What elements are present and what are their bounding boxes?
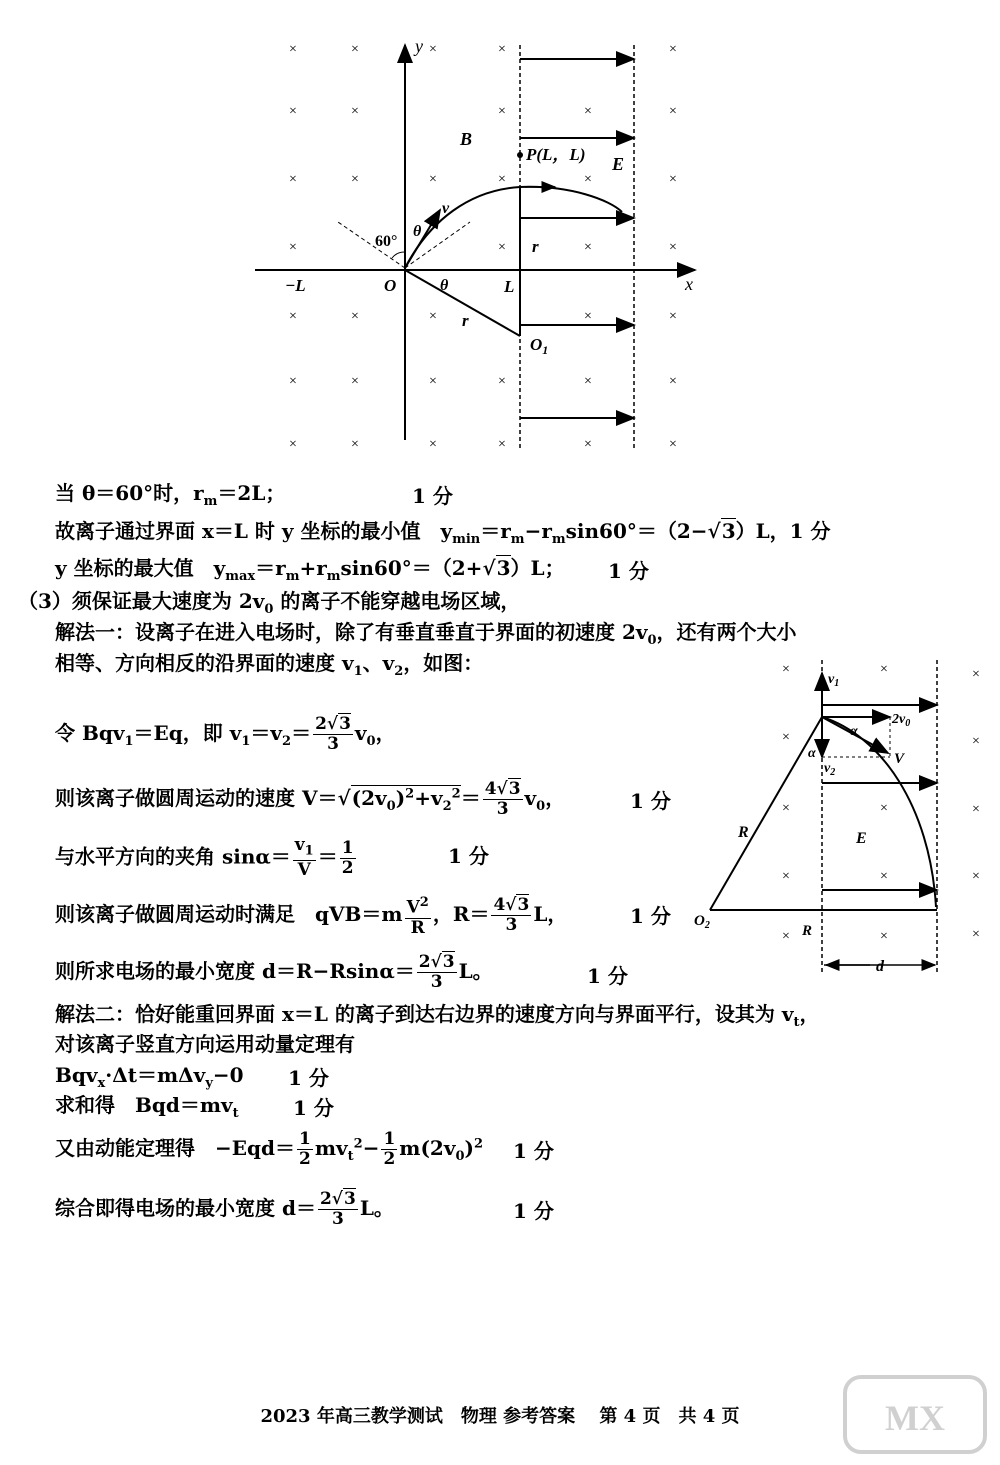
svg-text:×: × <box>351 309 359 324</box>
score: 1 分 <box>288 1066 329 1090</box>
svg-text:×: × <box>669 374 677 389</box>
svg-text:×: × <box>351 42 359 57</box>
svg-text:×: × <box>669 437 677 452</box>
svg-text:×: × <box>498 42 506 57</box>
svg-text:R: R <box>738 824 749 841</box>
svg-text:×: × <box>429 437 437 452</box>
p-label: P(L，L) <box>526 145 586 164</box>
trajectory-arc <box>405 187 622 268</box>
svg-text:×: × <box>880 929 888 944</box>
theta2-label: θ <box>440 277 449 294</box>
svg-text:v1: $v_1$ <box>828 672 840 689</box>
svg-text:×: × <box>289 104 297 119</box>
electric-field-diagram <box>690 655 990 985</box>
svg-text:×: × <box>289 172 297 187</box>
line-ymax: y 坐标的最大值 $y_{max}=r_m+r_m\sin 60^\circ=(2+√3)L$； <box>55 556 565 584</box>
svg-text:MX: MX <box>885 1398 945 1438</box>
svg-text:×: × <box>669 240 677 255</box>
eq-final: 综合即得电场的最小宽度 d＝ $\frac{2√3}{3}$ L。 <box>55 1189 394 1229</box>
svg-text:×: × <box>351 437 359 452</box>
svg-text:×: × <box>289 374 297 389</box>
svg-text:×: × <box>498 104 506 119</box>
svg-text:V: V <box>894 751 905 767</box>
svg-text:×: × <box>498 374 506 389</box>
svg-text:O2: $O_2$ <box>694 913 710 931</box>
svg-text:×: × <box>584 374 592 389</box>
svg-text:×: × <box>972 667 980 682</box>
svg-text:×: × <box>782 801 790 816</box>
svg-text:×: × <box>669 172 677 187</box>
svg-text:×: × <box>972 869 980 884</box>
score: 1 分 <box>608 559 649 583</box>
eq-sin-alpha: 与水平方向的夹角 sinα＝ $\frac{v_1}{V}$ ＝ $\frac{1}{2}$ <box>55 835 354 881</box>
sixty-label: 60° <box>375 233 398 250</box>
svg-text:d: d <box>876 958 884 975</box>
svg-text:×: × <box>584 104 592 119</box>
svg-text:×: × <box>669 309 677 324</box>
v-label: v <box>442 200 450 217</box>
method1-intro2: 相等、方向相反的沿界面的速度 $v_1$、$v_2$，如图： <box>55 651 484 679</box>
eq-v1: 令 Bqv$_1$＝Eq，即 $v_1=v_2=$ $\frac{2√3}{3}$ $v_0$， <box>55 714 396 754</box>
svg-text:×: × <box>289 240 297 255</box>
svg-text:×: × <box>669 104 677 119</box>
b-label: B <box>460 129 473 149</box>
svg-text:×: × <box>429 374 437 389</box>
eq-radius: 则该离子做圆周运动时满足 qVB＝m $\frac{V^2}{R}$ ，R＝ $\frac{4√3}{3}$ L， <box>55 894 568 938</box>
svg-text:×: × <box>782 730 790 745</box>
svg-text:×: × <box>880 662 888 677</box>
score: 1 分 <box>630 789 671 813</box>
method2-intro2: 对该离子竖直方向运用动量定理有 <box>55 1032 355 1056</box>
svg-text:×: × <box>880 801 888 816</box>
svg-text:α: α <box>808 746 816 761</box>
method2-intro: 解法二：恰好能重回界面 x＝L 的离子到达右边界的速度方向与界面平行，设其为 $v_t$， <box>55 1002 820 1030</box>
svg-text:α: α <box>850 724 858 739</box>
x-axis-label: x <box>685 274 693 294</box>
svg-text:×: × <box>289 437 297 452</box>
theta-label: θ <box>413 223 422 240</box>
svg-text:×: × <box>584 240 592 255</box>
eq-energy: 又由动能定理得 −Eqd＝ $\frac{1}{2}$ $mv_t^2-$ $\frac{1}{2}$ $m(2v_0)^2$ <box>55 1129 484 1169</box>
magnetic-field-diagram <box>0 0 1000 470</box>
svg-text:×: × <box>880 869 888 884</box>
svg-text:×: × <box>669 42 677 57</box>
score: 1 分 <box>293 1096 334 1120</box>
part-3: （3）须保证最大速度为 $2v_0$ 的离子不能穿越电场区域， <box>18 589 521 617</box>
eq-d: 则所求电场的最小宽度 d＝R−Rsinα＝ $\frac{2√3}{3}$ L。 <box>55 952 493 992</box>
svg-text:E: E <box>856 830 867 847</box>
svg-text:×: × <box>584 172 592 187</box>
svg-text:×: × <box>351 172 359 187</box>
svg-text:×: × <box>782 662 790 677</box>
r2-label: r <box>462 311 469 330</box>
svg-text:×: × <box>584 309 592 324</box>
velocity-arrow <box>405 210 440 268</box>
svg-text:v2: $v_2$ <box>824 761 836 778</box>
svg-text:×: × <box>498 437 506 452</box>
svg-text:×: × <box>972 802 980 817</box>
svg-text:×: × <box>289 309 297 324</box>
method1-intro: 解法一：设离子在进入电场时，除了有垂直垂直于界面的初速度 $2v_0$，还有两个大小 <box>55 620 797 648</box>
eq-momentum: Bqv$_x$·Δt＝mΔv$_y$−0 <box>55 1063 244 1091</box>
svg-text:×: × <box>584 437 592 452</box>
r-label: r <box>532 237 539 256</box>
l-label: L <box>504 277 515 296</box>
svg-text:2v0: $2v_0$ <box>892 712 911 729</box>
svg-text:×: × <box>429 309 437 324</box>
svg-text:×: × <box>782 929 790 944</box>
score: 1 分 <box>513 1139 554 1163</box>
score: 1 分 <box>412 484 453 508</box>
svg-text:O1: $O_1$ <box>530 335 549 357</box>
svg-text:×: × <box>972 927 980 942</box>
score: 1 分 <box>630 904 671 928</box>
svg-text:R: R <box>802 923 813 939</box>
score: 1 分 <box>587 964 628 988</box>
page-footer: 2023 年高三教学测试 物理 参考答案 第 4 页 共 4 页 <box>260 1406 740 1427</box>
eq-sum: 求和得 $Bqd=mv_t$ <box>55 1093 239 1121</box>
svg-text:×: × <box>429 42 437 57</box>
score: 1 分 <box>513 1199 554 1223</box>
o1-label: O <box>530 335 543 354</box>
svg-text:×: × <box>498 172 506 187</box>
eq-V: 则该离子做圆周运动的速度 $V=√(2v_0)^2+v_2^2=$ $\frac{4√3}{3}$ $v_0$， <box>55 779 566 819</box>
svg-text:×: × <box>429 172 437 187</box>
watermark-logo <box>840 1372 990 1457</box>
line-theta: 当 θ＝60°时，$r_m=2L$； <box>55 481 286 509</box>
svg-text:×: × <box>289 42 297 57</box>
svg-text:×: × <box>782 869 790 884</box>
y-axis-label: y <box>415 36 423 56</box>
svg-text:×: × <box>972 734 980 749</box>
svg-text:×: × <box>498 240 506 255</box>
svg-text:×: × <box>351 374 359 389</box>
line-ymin: 故离子通过界面 x＝L 时 y 坐标的最小值 $y_{min}=r_m-r_m\sin 60^\circ=(2-√3)L$，1 分 <box>55 519 831 547</box>
svg-text:×: × <box>351 104 359 119</box>
origin-label: O <box>384 276 397 295</box>
score: 1 分 <box>448 844 489 868</box>
e-label: E <box>612 154 625 174</box>
x-field-markers <box>289 42 677 452</box>
minus-l-label: −L <box>285 276 306 295</box>
